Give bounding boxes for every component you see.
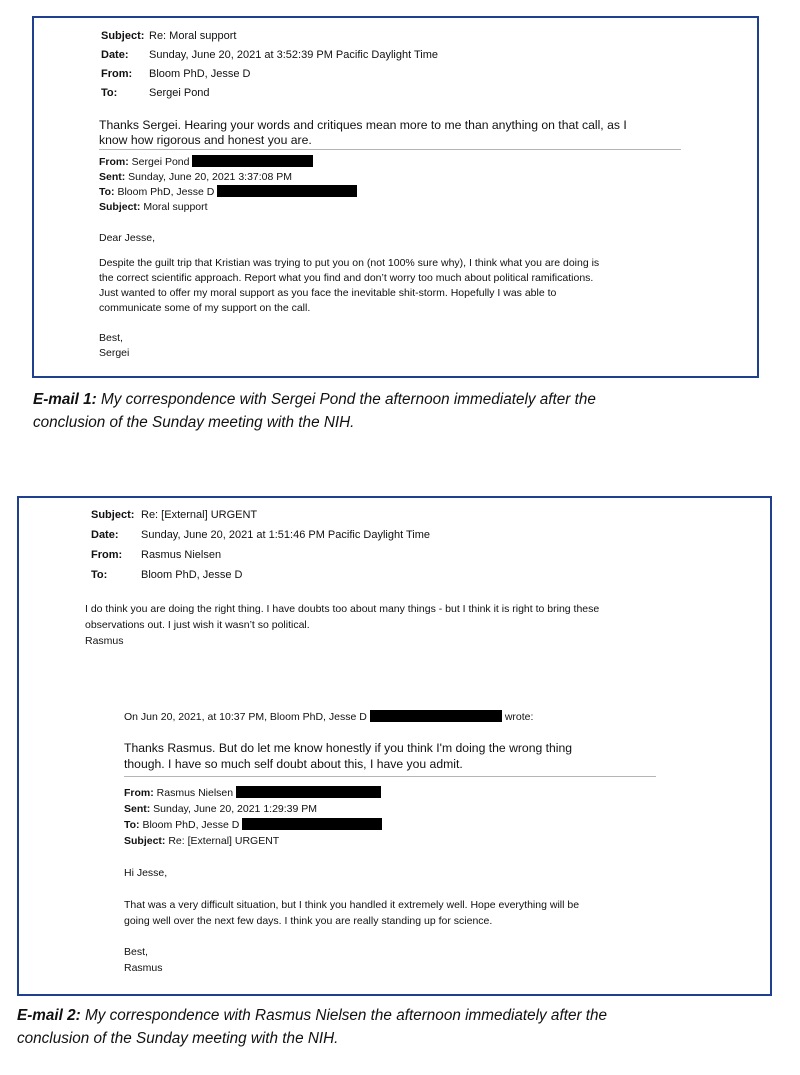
quoted-to-label: To: [99, 186, 115, 198]
email-1-header [101, 27, 438, 103]
quoted-subject-label: Subject: [99, 201, 141, 213]
quote-intro [124, 710, 533, 726]
email-2-caption [17, 1004, 607, 1027]
body-line: Just wanted to offer my moral support as you face the inevitable shit-storm. Hopefully I was able to [99, 287, 557, 299]
subject-label: Subject: [91, 509, 135, 521]
quoted-subject-label: Subject: [124, 835, 166, 847]
date-label: Date: [91, 529, 119, 541]
quoted-to [99, 185, 357, 201]
body-line: going well over the next few days. I think you are really standing up for science. [124, 915, 493, 927]
email-2-frame [17, 496, 772, 996]
quoted-reply-line: though. I have so much self doubt about this, I have you admit. [124, 757, 463, 771]
caption-text: My correspondence with Sergei Pond the afternoon immediately after the [96, 391, 596, 408]
email-2-header [91, 505, 430, 585]
signoff: Best, [124, 946, 148, 958]
quoted-sent-label: Sent: [99, 171, 126, 183]
reply-line: Thanks Sergei. Hearing your words and critiques mean more to me than anything on that call, as I [99, 118, 627, 132]
greeting: Hi Jesse, [124, 867, 168, 879]
email-2-caption-line2: conclusion of the Sunday meeting with the NIH. [17, 1030, 339, 1047]
to-value: Sergei Pond [149, 87, 210, 99]
quoted-to [124, 818, 382, 834]
quoted-from-label: From: [99, 156, 129, 168]
signoff: Best, [99, 332, 123, 344]
reply-line: I do think you are doing the right thing. I have doubts too about many things - but I think it is right to bring these [85, 603, 600, 615]
to-label: To: [91, 569, 108, 581]
quoted-to-label: To: [124, 819, 140, 831]
redaction-bar [192, 155, 313, 167]
caption-text: My correspondence with Rasmus Nielsen the afternoon immediately after the [80, 1007, 608, 1024]
reply-line: Rasmus [85, 635, 124, 647]
date-label: Date: [101, 49, 129, 61]
quote-intro-suffix: wrote: [504, 711, 534, 723]
subject-value: Re: Moral support [149, 30, 237, 42]
from-value: Rasmus Nielsen [141, 549, 222, 561]
date-value: Sunday, June 20, 2021 at 3:52:39 PM Pacific Daylight Time [149, 49, 439, 61]
quoted-from-value: Sergei Pond [131, 156, 190, 168]
reply-line: observations out. I just wish it wasn’t so political. [85, 619, 310, 631]
email-1-caption-line2: conclusion of the Sunday meeting with the NIH. [33, 414, 355, 431]
quoted-to-value: Bloom PhD, Jesse D [117, 186, 215, 198]
redaction-bar [242, 818, 382, 830]
signature: Sergei [99, 347, 130, 359]
caption-lead: E-mail 2: [17, 1007, 81, 1024]
from-label: From: [101, 68, 133, 80]
redaction-bar [217, 185, 357, 197]
signature: Rasmus [124, 962, 163, 974]
body-line: the correct scientific approach. Report what you find and don’t worry too much about political ramifications. [99, 272, 594, 284]
from-label: From: [91, 549, 123, 561]
caption-lead: E-mail 1: [33, 391, 97, 408]
email-1-frame [32, 16, 759, 378]
quoted-sent-value: Sunday, June 20, 2021 1:29:39 PM [153, 803, 318, 815]
quoted-subject-value: Moral support [143, 201, 208, 213]
quoted-subject [124, 834, 279, 850]
quoted-from [99, 155, 313, 171]
quote-divider [124, 776, 656, 777]
email-1-caption [33, 388, 596, 411]
quote-intro-text: On Jun 20, 2021, at 10:37 PM, Bloom PhD, Jesse D [124, 711, 367, 723]
subject-label: Subject: [101, 30, 145, 42]
quoted-from [124, 786, 381, 802]
quoted-sent [124, 802, 317, 818]
redaction-bar [236, 786, 381, 798]
to-label: To: [101, 87, 118, 99]
greeting: Dear Jesse, [99, 232, 156, 244]
quoted-subject-value: Re: [External] URGENT [168, 835, 280, 847]
to-value: Bloom PhD, Jesse D [141, 569, 243, 581]
redaction-bar [370, 710, 502, 722]
reply-line: know how rigorous and honest you are. [99, 133, 312, 147]
from-value: Bloom PhD, Jesse D [149, 68, 251, 80]
quoted-subject [99, 200, 208, 216]
subject-value: Re: [External] URGENT [141, 509, 258, 521]
quoted-sent [99, 170, 292, 186]
date-value: Sunday, June 20, 2021 at 1:51:46 PM Pacific Daylight Time [141, 529, 431, 541]
body-line: communicate some of my support on the call. [99, 302, 311, 314]
body-line: Despite the guilt trip that Kristian was trying to put you on (not 100% sure why), I think what you are doing is [99, 257, 600, 269]
body-line: That was a very difficult situation, but I think you handled it extremely well. Hope everything will be [124, 899, 580, 911]
quoted-to-value: Bloom PhD, Jesse D [142, 819, 240, 831]
quoted-from-label: From: [124, 787, 154, 799]
quoted-reply-line: Thanks Rasmus. But do let me know honestly if you think I'm doing the wrong thing [124, 741, 573, 755]
quoted-sent-value: Sunday, June 20, 2021 3:37:08 PM [128, 171, 293, 183]
quoted-from-value: Rasmus Nielsen [156, 787, 234, 799]
quote-divider [99, 149, 681, 150]
quoted-sent-label: Sent: [124, 803, 151, 815]
